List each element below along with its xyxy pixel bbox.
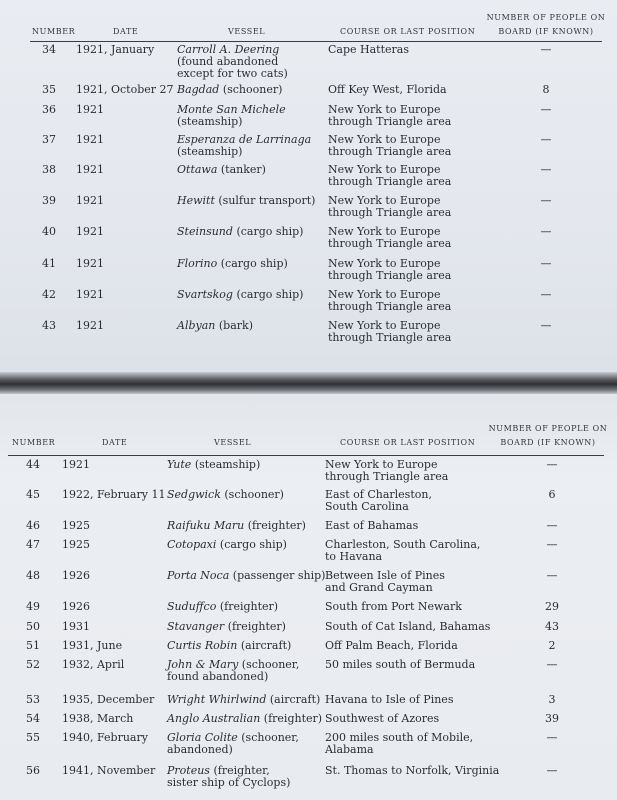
vessel-line xyxy=(167,520,306,532)
row-date: 1922, February 11 xyxy=(62,488,166,501)
row-course xyxy=(325,713,439,725)
book-gutter xyxy=(0,372,617,394)
header-people-line2: BOARD (IF KNOWN) xyxy=(498,27,594,36)
vessel-type: (bark) xyxy=(218,319,253,332)
vessel-type: (schooner, xyxy=(241,731,299,744)
row-people: 43 xyxy=(545,620,559,633)
vessel-line xyxy=(177,258,288,270)
course-line: New York to Europe xyxy=(328,225,441,238)
row-number: 55 xyxy=(26,731,40,744)
vessel-name: Raifuku Maru xyxy=(167,519,245,532)
row-number: 52 xyxy=(26,658,40,671)
vessel-type: (schooner) xyxy=(222,83,283,96)
course-line: through Triangle area xyxy=(328,331,452,344)
vessel-line xyxy=(167,713,322,725)
header-people-line1: NUMBER OF PEOPLE ON xyxy=(488,424,608,433)
course-line: New York to Europe xyxy=(325,458,438,471)
vessel-name: Ottawa xyxy=(177,163,218,176)
header-people xyxy=(486,11,606,39)
row-people: — xyxy=(546,569,558,582)
row-vessel xyxy=(167,713,322,725)
vessel-name: Porta Noca xyxy=(167,569,230,582)
header-date: DATE xyxy=(102,438,128,447)
header-course: COURSE OR LAST POSITION xyxy=(340,27,476,36)
vessel-line xyxy=(167,570,325,582)
course-line: Havana to Isle of Pines xyxy=(325,693,454,706)
vessel-line xyxy=(177,320,253,332)
vessel-type: (cargo ship) xyxy=(236,288,304,301)
row-vessel xyxy=(167,765,290,789)
row-course xyxy=(325,489,432,513)
row-course xyxy=(325,659,475,671)
row-vessel xyxy=(177,104,286,128)
course-line: Off Key West, Florida xyxy=(328,83,447,96)
row-number: 43 xyxy=(42,319,56,332)
course-line: to Havana xyxy=(325,550,383,563)
vessel-note: (steamship) xyxy=(177,145,243,158)
row-date: 1921 xyxy=(76,133,104,146)
row-people: — xyxy=(540,257,552,270)
row-people: — xyxy=(546,519,558,532)
row-people: — xyxy=(540,194,552,207)
vessel-type: (freighter) xyxy=(227,620,286,633)
course-line: through Triangle area xyxy=(328,300,452,313)
row-course xyxy=(325,732,473,756)
row-people: — xyxy=(540,43,552,56)
vessel-line xyxy=(177,84,282,96)
upper-book-page xyxy=(0,0,617,372)
row-people: — xyxy=(546,731,558,744)
course-line: South of Cat Island, Bahamas xyxy=(325,620,491,633)
row-people: — xyxy=(546,764,558,777)
vessel-type: (cargo ship) xyxy=(219,538,287,551)
row-people: 3 xyxy=(548,693,556,706)
vessel-type: (freighter) xyxy=(219,600,279,613)
course-line: through Triangle area xyxy=(328,237,452,250)
header-number: NUMBER xyxy=(12,438,56,447)
row-people: — xyxy=(546,538,558,551)
vessel-type: (aircraft) xyxy=(240,639,292,652)
course-line: New York to Europe xyxy=(328,163,441,176)
vessel-type: (cargo ship) xyxy=(220,257,288,270)
course-line: Off Palm Beach, Florida xyxy=(325,639,458,652)
row-course xyxy=(328,84,447,96)
header-course: COURSE OR LAST POSITION xyxy=(340,438,476,447)
row-course xyxy=(328,104,451,128)
row-course xyxy=(325,640,458,652)
row-number: 47 xyxy=(26,538,40,551)
course-line: through Triangle area xyxy=(328,145,452,158)
vessel-type: (cargo ship) xyxy=(236,225,304,238)
vessel-line xyxy=(167,539,287,551)
row-date: 1921 xyxy=(76,257,104,270)
row-date: 1921 xyxy=(76,288,104,301)
row-date: 1921 xyxy=(76,225,104,238)
row-course xyxy=(328,44,409,56)
row-vessel xyxy=(167,489,284,501)
vessel-name: Gloria Colite xyxy=(167,731,238,744)
row-date: 1921 xyxy=(76,163,104,176)
vessel-name: Stavanger xyxy=(167,620,225,633)
vessel-name: Albyan xyxy=(177,319,216,332)
vessel-name: Esperanza de Larrinaga xyxy=(177,133,312,146)
row-date: 1931, June xyxy=(62,639,123,652)
row-number: 51 xyxy=(26,639,40,652)
vessel-name: Hewitt xyxy=(177,194,215,207)
row-date: 1921 xyxy=(76,194,104,207)
row-number: 42 xyxy=(42,288,56,301)
vessel-type: (sulfur transport) xyxy=(218,194,316,207)
vessel-type: (freighter) xyxy=(247,519,306,532)
row-course xyxy=(328,320,451,344)
vessel-type: (steamship) xyxy=(194,458,261,471)
header-people xyxy=(486,422,610,450)
course-line: New York to Europe xyxy=(328,133,441,146)
vessel-note: found abandoned) xyxy=(167,670,269,683)
vessel-note: (found abandoned xyxy=(177,55,279,68)
row-vessel xyxy=(177,320,253,332)
row-people: — xyxy=(540,319,552,332)
row-number: 53 xyxy=(26,693,40,706)
row-date: 1941, November xyxy=(62,764,156,777)
course-line: Between Isle of Pines xyxy=(325,569,445,582)
row-number: 38 xyxy=(42,163,56,176)
course-line: East of Charleston, xyxy=(325,488,432,501)
row-course xyxy=(325,459,448,483)
row-vessel xyxy=(177,258,288,270)
row-number: 44 xyxy=(26,458,40,471)
row-date: 1925 xyxy=(62,538,90,551)
row-vessel xyxy=(177,195,315,207)
row-number: 34 xyxy=(42,43,56,56)
vessel-type: (schooner) xyxy=(224,488,284,501)
vessel-name: Anglo Australian xyxy=(167,712,261,725)
row-number: 54 xyxy=(26,712,40,725)
course-line: St. Thomas to Norfolk, Virginia xyxy=(325,764,500,777)
vessel-name: Cotopaxi xyxy=(167,538,217,551)
row-people: — xyxy=(540,133,552,146)
row-date: 1940, February xyxy=(62,731,148,744)
row-course xyxy=(325,520,418,532)
vessel-name: Proteus xyxy=(167,764,210,777)
row-vessel xyxy=(167,459,260,471)
row-date: 1921 xyxy=(76,103,104,116)
vessel-type: (schooner, xyxy=(241,658,300,671)
row-number: 45 xyxy=(26,488,40,501)
course-line: New York to Europe xyxy=(328,103,441,116)
row-vessel xyxy=(177,289,303,301)
row-date: 1921, January xyxy=(76,43,155,56)
row-number: 37 xyxy=(42,133,56,146)
vessel-line xyxy=(177,164,266,176)
course-line: 200 miles south of Mobile, xyxy=(325,731,474,744)
row-date: 1931 xyxy=(62,620,90,633)
vessel-note: sister ship of Cyclops) xyxy=(167,776,291,789)
row-number: 35 xyxy=(42,83,56,96)
vessel-line xyxy=(167,489,284,501)
vessel-line xyxy=(167,694,320,706)
row-course xyxy=(328,258,451,282)
row-people: 39 xyxy=(545,712,559,725)
row-vessel xyxy=(177,226,303,238)
course-line: South Carolina xyxy=(325,500,409,513)
vessel-name: Steinsund xyxy=(177,225,233,238)
course-line: New York to Europe xyxy=(328,288,441,301)
row-vessel xyxy=(167,539,287,551)
vessel-name: Yute xyxy=(167,458,192,471)
course-line: New York to Europe xyxy=(328,319,441,332)
row-vessel xyxy=(177,44,288,80)
row-number: 56 xyxy=(26,764,40,777)
row-people: — xyxy=(540,225,552,238)
row-course xyxy=(328,195,451,219)
row-number: 41 xyxy=(42,257,56,270)
header-people-line1: NUMBER OF PEOPLE ON xyxy=(486,13,606,22)
vessel-line xyxy=(167,459,260,471)
course-line: through Triangle area xyxy=(328,115,452,128)
row-people: — xyxy=(540,103,552,116)
header-number: NUMBER xyxy=(32,27,76,36)
vessel-line xyxy=(167,621,286,633)
vessel-name: John & Mary xyxy=(167,658,239,671)
vessel-line xyxy=(177,289,303,301)
row-number: 48 xyxy=(26,569,40,582)
course-line: and Grand Cayman xyxy=(325,581,433,594)
header-date: DATE xyxy=(113,27,139,36)
row-vessel xyxy=(167,621,286,633)
vessel-name: Curtis Robin xyxy=(167,639,238,652)
vessel-line xyxy=(177,195,315,207)
row-date: 1921 xyxy=(62,458,90,471)
vessel-line xyxy=(167,601,278,613)
row-number: 40 xyxy=(42,225,56,238)
row-people: 2 xyxy=(548,639,556,652)
row-number: 39 xyxy=(42,194,56,207)
vessel-type: (tanker) xyxy=(220,163,266,176)
lower-book-page xyxy=(0,394,617,800)
vessel-name: Sedgwick xyxy=(167,488,221,501)
header-rule xyxy=(8,455,604,456)
vessel-line xyxy=(167,640,291,652)
course-line: South from Port Newark xyxy=(325,600,462,613)
vessel-name: Suduffco xyxy=(167,600,217,613)
course-line: through Triangle area xyxy=(328,206,452,219)
row-course xyxy=(325,570,445,594)
row-people: 6 xyxy=(548,488,556,501)
vessel-name: Svartskog xyxy=(177,288,233,301)
course-line: through Triangle area xyxy=(328,269,452,282)
header-vessel: VESSEL xyxy=(214,438,252,447)
course-line: East of Bahamas xyxy=(325,519,419,532)
header-rule xyxy=(30,41,602,42)
row-vessel xyxy=(167,694,320,706)
row-date: 1921, October 27 xyxy=(76,83,174,96)
header-people-line2: BOARD (IF KNOWN) xyxy=(500,438,596,447)
vessel-type: (passenger ship) xyxy=(232,569,326,582)
row-date: 1926 xyxy=(62,569,90,582)
row-people: — xyxy=(540,288,552,301)
row-people: — xyxy=(540,163,552,176)
header-vessel: VESSEL xyxy=(228,27,266,36)
row-vessel xyxy=(167,570,325,582)
row-vessel xyxy=(177,164,266,176)
row-course xyxy=(325,694,453,706)
vessel-type: (freighter, xyxy=(213,764,270,777)
row-vessel xyxy=(177,134,311,158)
vessel-name: Monte San Michele xyxy=(177,103,286,116)
row-date: 1926 xyxy=(62,600,90,613)
course-line: through Triangle area xyxy=(328,175,452,188)
vessel-type: (freighter) xyxy=(263,712,323,725)
vessel-note: except for two cats) xyxy=(177,67,288,80)
vessel-line xyxy=(177,226,303,238)
row-date: 1932, April xyxy=(62,658,125,671)
row-course xyxy=(328,134,451,158)
row-course xyxy=(328,226,451,250)
vessel-type: (aircraft) xyxy=(269,693,321,706)
row-people: 8 xyxy=(542,83,550,96)
row-vessel xyxy=(167,520,306,532)
vessel-name: Carroll A. Deering xyxy=(177,43,280,56)
row-number: 36 xyxy=(42,103,56,116)
course-line: New York to Europe xyxy=(328,257,441,270)
row-people: — xyxy=(546,658,558,671)
vessel-name: Bagdad xyxy=(177,83,220,96)
row-people: 29 xyxy=(545,600,559,613)
row-course xyxy=(325,765,499,777)
course-line: New York to Europe xyxy=(328,194,441,207)
row-course xyxy=(325,601,462,613)
course-line: 50 miles south of Bermuda xyxy=(325,658,476,671)
row-number: 46 xyxy=(26,519,40,532)
row-number: 49 xyxy=(26,600,40,613)
row-course xyxy=(325,539,480,563)
course-line: through Triangle area xyxy=(325,470,449,483)
row-vessel xyxy=(177,84,282,96)
vessel-name: Florino xyxy=(177,257,218,270)
row-course xyxy=(328,289,451,313)
course-line: Southwest of Azores xyxy=(325,712,440,725)
row-date: 1935, December xyxy=(62,693,155,706)
row-date: 1938, March xyxy=(62,712,134,725)
course-line: Charleston, South Carolina, xyxy=(325,538,481,551)
row-date: 1921 xyxy=(76,319,104,332)
vessel-note: (steamship) xyxy=(177,115,243,128)
course-line: Alabama xyxy=(325,743,374,756)
row-course xyxy=(325,621,490,633)
row-vessel xyxy=(167,659,299,683)
row-vessel xyxy=(167,601,278,613)
vessel-name: Wright Whirlwind xyxy=(167,693,267,706)
course-line: Cape Hatteras xyxy=(328,43,409,56)
row-vessel xyxy=(167,640,291,652)
row-date: 1925 xyxy=(62,519,90,532)
vessel-note: abandoned) xyxy=(167,743,233,756)
row-course xyxy=(328,164,451,188)
row-number: 50 xyxy=(26,620,40,633)
row-vessel xyxy=(167,732,299,756)
row-people: — xyxy=(546,458,558,471)
